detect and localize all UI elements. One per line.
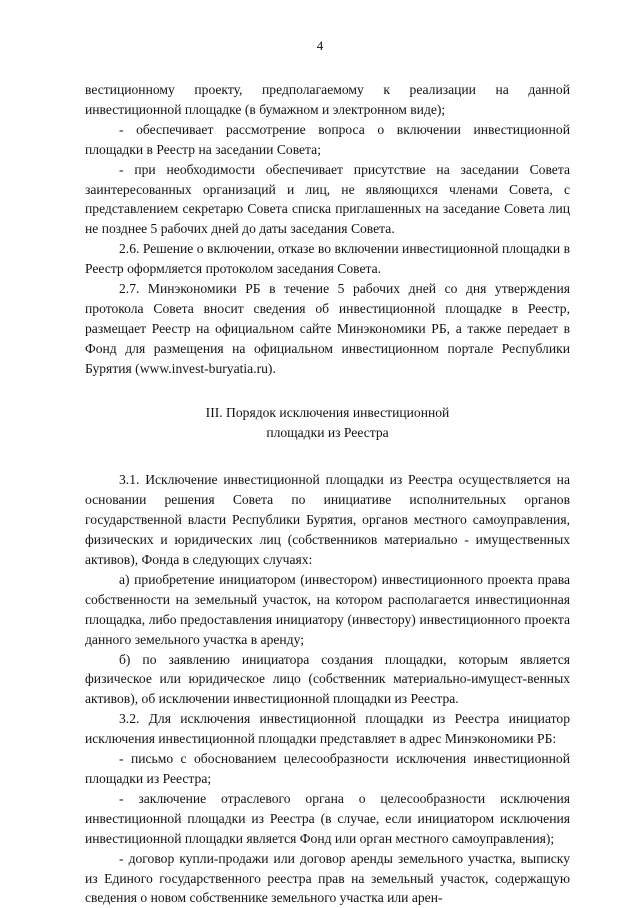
paragraph: - обеспечивает рассмотрение вопроса о включении инвестиционной площадки в Реестр на заседании Совета; — [85, 121, 570, 157]
list-item: - письмо с обоснованием целесообразности исключения инвестиционной площадки из Реестра; — [85, 751, 570, 786]
paragraph-2-7: 2.7. Минэкономики РБ в течение 5 рабочих дней со дня утверждения протокола Совета вносит сведения об инвестиционной площадке в Реестр, размещает Реестр на официальном сайте Минэкономики РБ, а также передает в Фонд для размещения на официальном инвестиционном портале Республики Бурятия (www.invest-buryatia.ru). — [85, 281, 570, 376]
section-title-line1: III. Порядок исключения инвестиционной — [205, 404, 450, 420]
document-body — [85, 80, 570, 908]
page-number: 4 — [316, 38, 324, 53]
list-item: - заключение отраслевого органа о целесообразности исключения инвестиционной площадки из Реестра (в случае, если инициатором исключения инвестиционной площадки является Фонд или орган местного самоуправления); — [85, 790, 570, 846]
paragraph: - при необходимости обеспечивает присутствие на заседании Совета заинтересованных организаций и лиц, не являющихся членами Совета, с представлением секретарю Совета списка приглашенных на заседание Совета лиц не позднее 5 рабочих дней до даты заседания Совета. — [85, 161, 570, 237]
paragraph-3-1: 3.1. Исключение инвестиционной площадки из Реестра осуществляется на основании решения Совета по инициативе исполнительных органов государственной власти Республики Бурятия, органов местного самоуправления, физических и юридических лиц (собственников материально - имущественных активов), Фонда в следующих случаях: — [85, 472, 570, 568]
paragraph-2-6: 2.6. Решение о включении, отказе во включении инвестиционной площадки в Реестр оформляется протоколом заседания Совета. — [85, 241, 570, 277]
list-item-a: а) приобретение инициатором (инвестором) инвестиционного проекта права собственности на земельный участок, на котором располагается инвестиционная площадка, либо предоставления инициатору (инвестору) инвестиционного проекта данного земельного участка в аренду; — [85, 571, 570, 647]
section-heading — [85, 403, 570, 443]
section-title-line2: площадки из Реестра — [266, 424, 389, 440]
paragraph-continuation: вестиционному проекту, предполагаемому к реализации на данной инвестиционной площадке (в бумажном и электронном виде); — [85, 82, 570, 117]
paragraph-3-2: 3.2. Для исключения инвестиционной площадки из Реестра инициатор исключения инвестиционной площадки представляет в адрес Минэкономики РБ: — [85, 711, 570, 747]
list-item-b: б) по заявлению инициатора создания площадки, которым является физическое или юридическое лицо (собственник материально-имущест-венных активов), об исключении инвестиционной площадки из Реестра. — [85, 651, 570, 707]
list-item: - договор купли-продажи или договор аренды земельного участка, выписку из Единого государственного реестра прав на земельный участок, содержащую сведения о новом собственнике земельного участка или арен- — [85, 850, 570, 906]
